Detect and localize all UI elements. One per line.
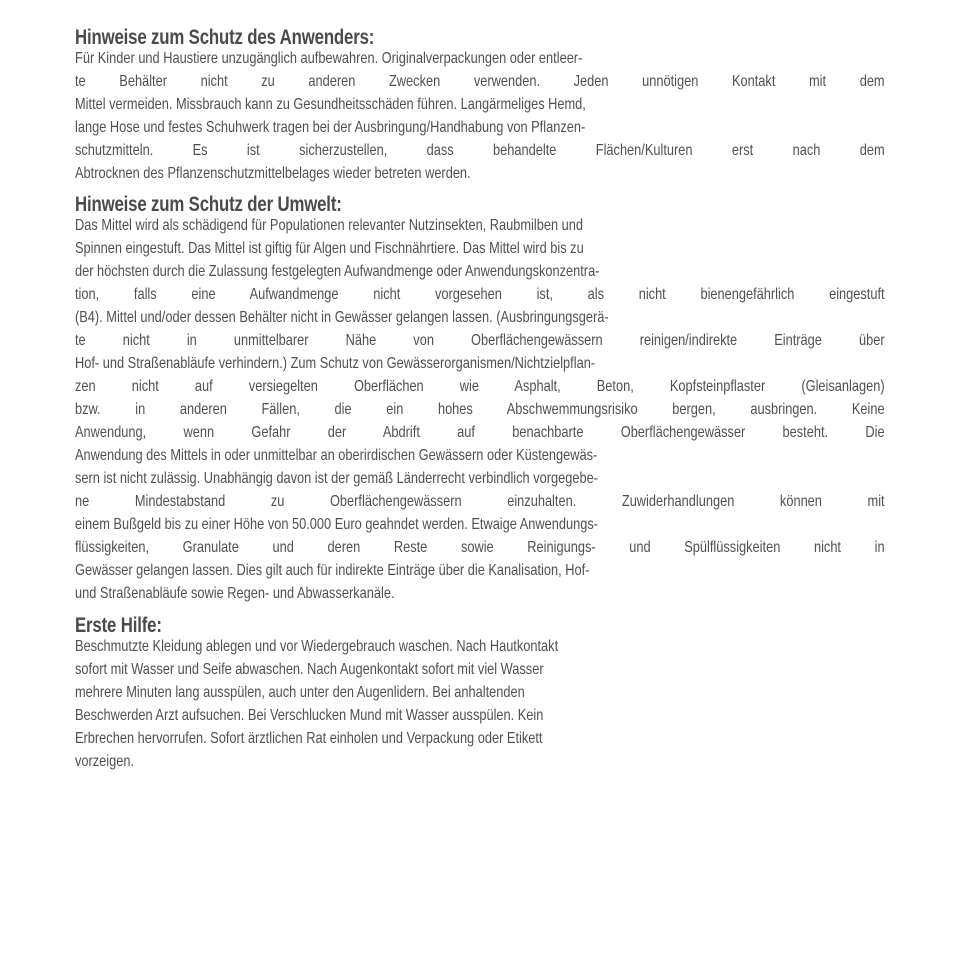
text-line: te Behälter nicht zu anderen Zwecken verwenden. Jeden unnötigen Kontakt mit dem <box>75 73 885 90</box>
label-text-block <box>75 26 885 776</box>
text-line: lange Hose und festes Schuhwerk tragen bei der Ausbringung/Handhabung von Pflanzen- <box>75 119 586 136</box>
section-environment-protection <box>75 193 885 608</box>
text-line: Gewässer gelangen lassen. Dies gilt auch für indirekte Einträge über die Kanalisation, Hof- <box>75 562 590 579</box>
text-line: vorzeigen. <box>75 753 135 770</box>
text-line: Erbrechen hervorrufen. Sofort ärztlichen Rat einholen und Verpackung oder Etikett <box>75 730 543 747</box>
text-line: Hof- und Straßenabläufe verhindern.) Zum Schutz von Gewässerorganismen/Nichtzielpflan- <box>75 355 596 372</box>
text-line: Mittel vermeiden. Missbrauch kann zu Gesundheitsschäden führen. Langärmeliges Hemd, <box>75 96 586 113</box>
text-line: Abtrocknen des Pflanzenschutzmittelbelages wieder betreten werden. <box>75 165 471 182</box>
section-first-aid <box>75 614 885 776</box>
text-line: bzw. in anderen Fällen, die ein hohes Abschwemmungsrisiko bergen, ausbringen. Keine <box>75 401 885 418</box>
text-line: (B4). Mittel und/oder dessen Behälter nicht in Gewässer gelangen lassen. (Ausbringungsgerä- <box>75 309 609 326</box>
text-line: Beschmutzte Kleidung ablegen und vor Wiedergebrauch waschen. Nach Hautkontakt <box>75 638 559 655</box>
section-user-protection <box>75 26 885 188</box>
text-line: Das Mittel wird als schädigend für Populationen relevanter Nutzinsekten, Raubmilben und <box>75 217 584 234</box>
text-line: zen nicht auf versiegelten Oberflächen wie Asphalt, Beton, Kopfsteinpflaster (Gleisanlagen) <box>75 378 885 395</box>
text-line: ne Mindestabstand zu Oberflächengewässern einzuhalten. Zuwiderhandlungen können mit <box>75 493 885 510</box>
section-heading: Hinweise zum Schutz des Anwenders: <box>75 26 375 49</box>
section-heading: Erste Hilfe: <box>75 614 162 637</box>
text-line: Beschwerden Arzt aufsuchen. Bei Verschlucken Mund mit Wasser ausspülen. Kein <box>75 707 544 724</box>
text-line: Spinnen eingestuft. Das Mittel ist giftig für Algen und Fischnährtiere. Das Mittel wird bis zu <box>75 240 584 257</box>
text-line: flüssigkeiten, Granulate und deren Reste sowie Reinigungs- und Spülflüssigkeiten nicht in <box>75 539 885 556</box>
text-line: Für Kinder und Haustiere unzugänglich aufbewahren. Originalverpackungen oder entleer- <box>75 50 583 67</box>
text-line: te nicht in unmittelbarer Nähe von Oberflächengewässern reinigen/indirekte Einträge über <box>75 332 885 349</box>
text-line: Anwendung, wenn Gefahr der Abdrift auf benachbarte Oberflächengewässer besteht. Die <box>75 424 885 441</box>
text-line: sern ist nicht zulässig. Unabhängig davon ist der gemäß Länderrecht verbindlich vorgegebe- <box>75 470 598 487</box>
text-line: Anwendung des Mittels in oder unmittelbar an oberirdischen Gewässern oder Küstengewäs- <box>75 447 598 464</box>
text-line: der höchsten durch die Zulassung festgelegten Aufwandmenge oder Anwendungskonzentra- <box>75 263 600 280</box>
text-line: schutzmitteln. Es ist sicherzustellen, dass behandelte Flächen/Kulturen erst nach dem <box>75 142 885 159</box>
text-line: sofort mit Wasser und Seife abwaschen. Nach Augenkontakt sofort mit viel Wasser <box>75 661 544 678</box>
section-heading: Hinweise zum Schutz der Umwelt: <box>75 193 342 216</box>
text-line: und Straßenabläufe sowie Regen- und Abwasserkanäle. <box>75 585 395 602</box>
text-line: mehrere Minuten lang ausspülen, auch unter den Augenlidern. Bei anhaltenden <box>75 684 525 701</box>
text-line: tion, falls eine Aufwandmenge nicht vorgesehen ist, als nicht bienengefährlich eingestuft <box>75 286 885 303</box>
text-line: einem Bußgeld bis zu einer Höhe von 50.000 Euro geahndet werden. Etwaige Anwendungs- <box>75 516 599 533</box>
